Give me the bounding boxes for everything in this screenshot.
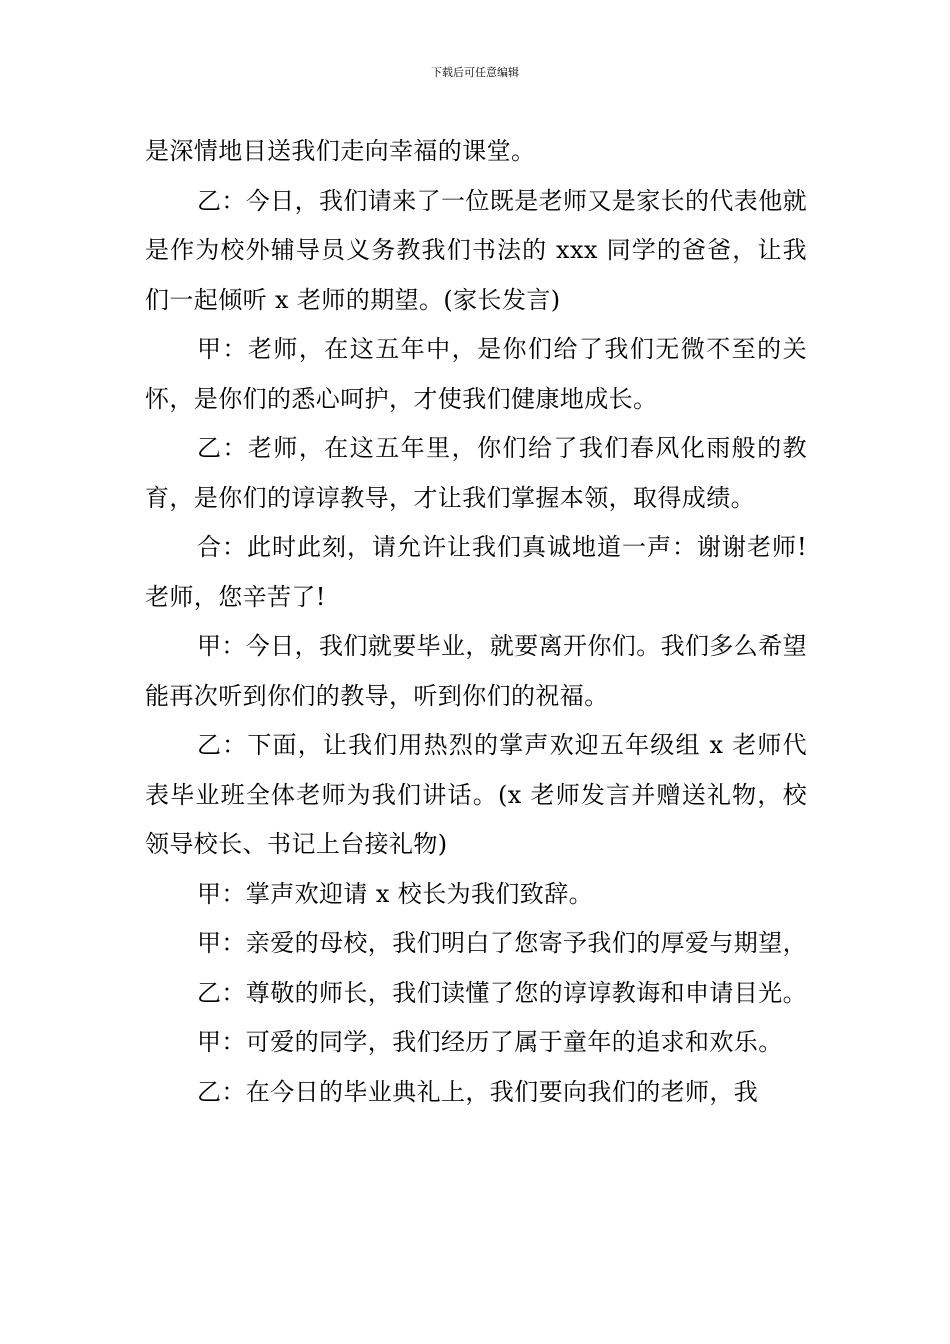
paragraph: 甲：可爱的同学，我们经历了属于童年的追求和欢乐。 [197,1028,783,1056]
paragraph: 乙：今日，我们请来了一位既是老师又是家长的代表他就是作为校外辅导员义务教我们书法的 xxx 同学的爸爸，让我们一起倾听 x 老师的期望。(家长发言) [145,186,807,314]
paragraph: 乙：下面，让我们用热烈的掌声欢迎五年级组 x 老师代表毕业班全体老师为我们讲话。(x 老师发言并赠送礼物，校领导校长、书记上台接礼物) [145,731,807,858]
paragraph: 乙：老师，在这五年里，你们给了我们春风化雨般的教育，是你们的谆谆教导，才让我们掌握本领，取得成绩。 [145,434,807,512]
paragraph: 甲：掌声欢迎请 x 校长为我们致辞。 [197,879,593,908]
paragraph: 乙：尊敬的师长，我们读懂了您的谆谆教诲和申请目光。 [197,978,807,1007]
paragraph: 乙：在今日的毕业典礼上，我们要向我们的老师，我 [197,1077,759,1106]
document-body [145,127,807,1117]
page-header: 下载后可任意编辑 [431,66,519,79]
paragraph: 甲：老师，在这五年中，是你们给了我们无微不至的关怀，是你们的悉心呵护，才使我们健康地成长。 [145,335,807,413]
paragraph: 是深情地目送我们走向幸福的课堂。 [145,137,536,165]
paragraph: 合：此时此刻，请允许让我们真诚地道一声：谢谢老师!老师，您辛苦了! [145,533,807,611]
paragraph: 甲：亲爱的母校，我们明白了您寄予我们的厚爱与期望， [197,929,807,957]
paragraph: 甲：今日，我们就要毕业，就要离开你们。我们多么希望能再次听到你们的教导，听到你们的祝福。 [145,632,807,710]
